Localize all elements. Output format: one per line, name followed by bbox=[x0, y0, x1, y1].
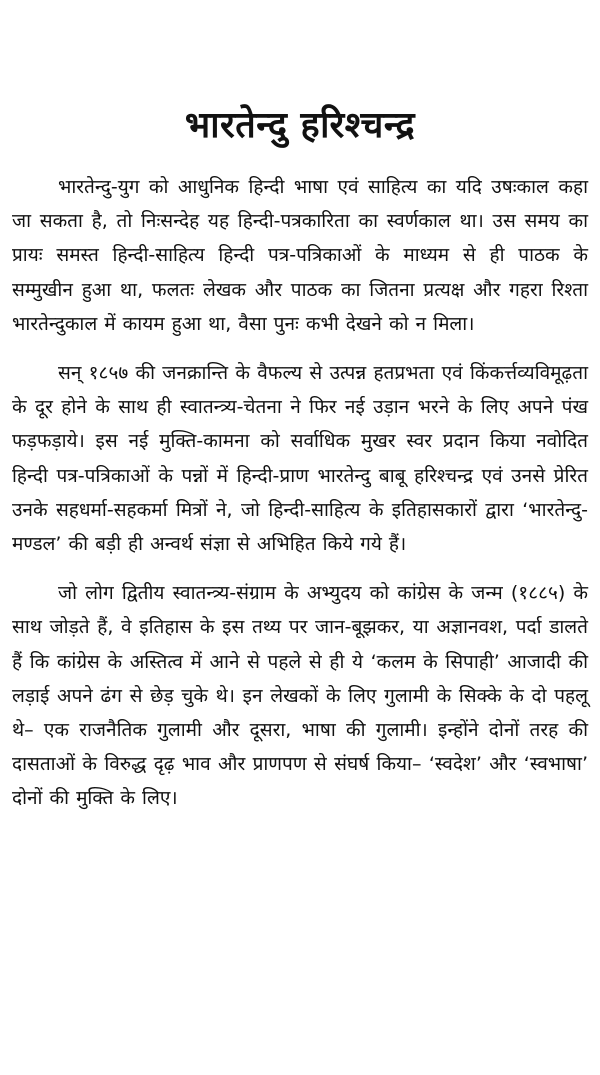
paragraph-3: जो लोग द्वितीय स्वातन्त्र्य-संग्राम के अभ्युदय को कांग्रेस के जन्म (१८८५) के साथ जोड़ते हैं, वे इतिहास के इस तथ्य पर जान-बूझकर, या अज्ञानवश, पर्दा डालते हैं कि कांग्रेस के अस्तित्व में आने से पहले से ही ये ‘कलम के सिपाही’ आजादी की लड़ाई अपने ढंग से छेड़ चुके थे। इन लेखकों के लिए गुलामी के सिक्के के दो पहलू थे– एक राजनैतिक गुलामी और दूसरा, भाषा की गुलामी। इन्होंने दोनों तरह की दासताओं के विरुद्ध दृढ़ भाव और प्राणपण से संघर्ष किया– ‘स्वदेश’ और ‘स्वभाषा’ दोनों की मुक्ति के लिए। bbox=[12, 582, 588, 810]
body-text bbox=[12, 170, 588, 831]
paragraph-1: भारतेन्दु-युग को आधुनिक हिन्दी भाषा एवं साहित्य का यदि उषःकाल कहा जा सकता है, तो निःसन्देह यह हिन्दी-पत्रकारिता का स्वर्णकाल था। उस समय का प्रायः समस्त हिन्दी-साहित्य हिन्दी पत्र-पत्रिकाओं के माध्यम से ही पाठक के सम्मुखीन हुआ था, फलतः लेखक और पाठक का जितना प्रत्यक्ष और गहरा रिश्ता भारतेन्दुकाल में कायम हुआ था, वैसा पुनः कभी देखने को न मिला। bbox=[12, 176, 588, 335]
paragraph-2: सन् १८५७ की जनक्रान्ति के वैफल्य से उत्पन्न हतप्रभता एवं किंकर्त्तव्यविमूढ़ता के दूर होने के साथ ही स्वातन्त्र्य-चेतना ने फिर नई उड़ान भरने के लिए अपने पंख फड़फड़ाये। इस नई मुक्ति-कामना को सर्वाधिक मुखर स्वर प्रदान किया नवोदित हिन्दी पत्र-पत्रिकाओं के पन्नों में हिन्दी-प्राण भारतेन्दु बाबू हरिश्चन्द्र एवं उनसे प्रेरित उनके सहधर्मा-सहकर्मा मित्रों ने, जो हिन्दी-साहित्य के इतिहासकारों द्वारा ‘भारतेन्दु-मण्डल’ की बड़ी ही अन्वर्थ संज्ञा से अभिहित किये गये हैं। bbox=[12, 362, 588, 556]
page-title: भारतेन्दु हरिश्चन्द्र bbox=[184, 105, 416, 147]
